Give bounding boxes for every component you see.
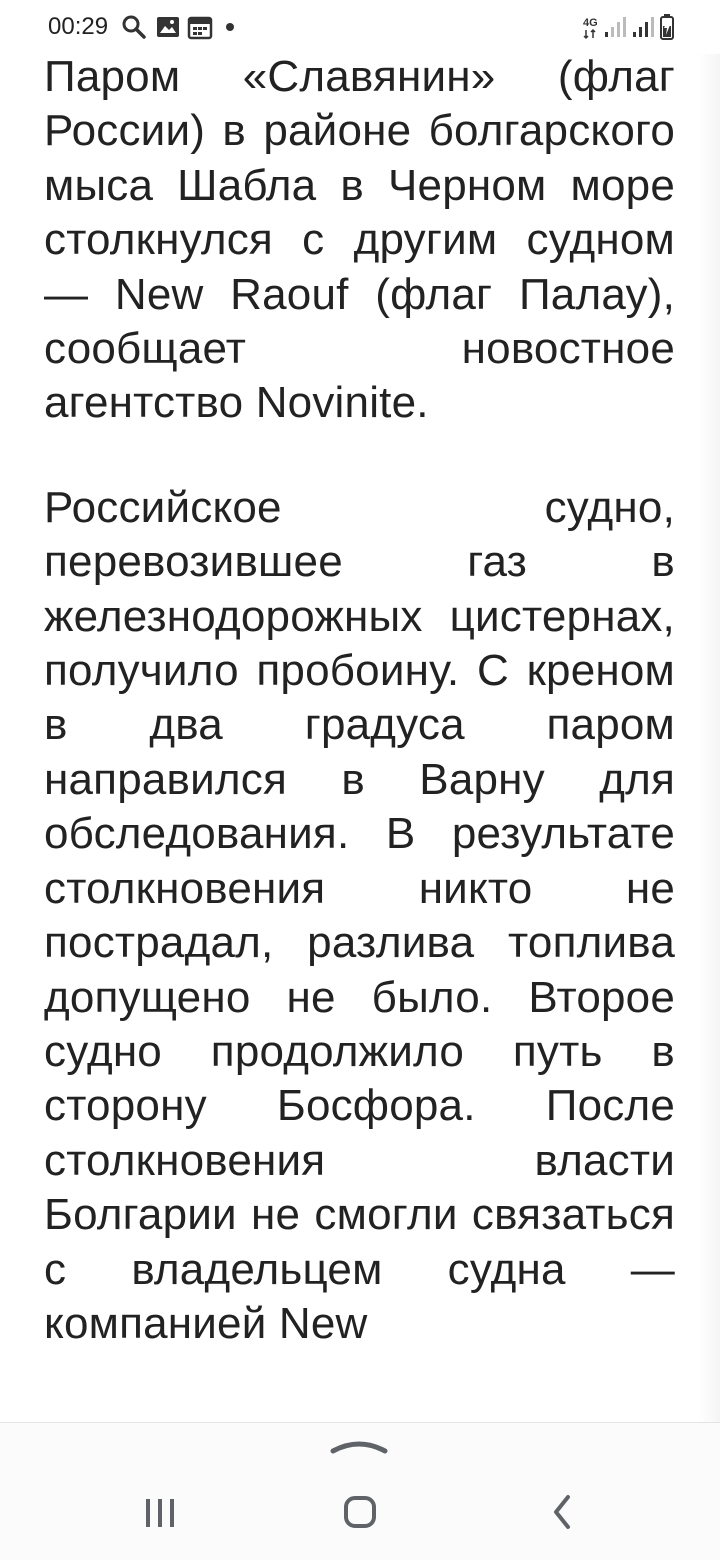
chevron-up-icon[interactable] (330, 1435, 388, 1455)
article-paragraph: Паром «Славянин» (флаг России) в районе болгарского мыса Шабла в Черном море столкнулся с другим судном — New Raouf (флаг Палау), сообщает новостное агентство Novinite. (44, 54, 675, 428)
calendar-icon (187, 14, 213, 40)
4g-lte-icon (582, 16, 602, 40)
signal-icon (604, 16, 628, 38)
back-icon[interactable] (522, 1487, 602, 1537)
image-icon (155, 14, 181, 40)
recent-apps-icon[interactable] (120, 1487, 200, 1537)
status-time: 00:29 (48, 13, 109, 40)
signal-icon (632, 16, 656, 38)
battery-charging-icon (660, 14, 674, 40)
article-paragraph: Российское судно, перевозившее газ в железнодорожных цистернах, получило пробоину. С креном в два градуса паром направился в Варну для обследования. В результате столкновения никто не пострадал, разлива топлива допущено не было. Второе судно продолжило путь в сторону Босфора. После столкновения власти Болгарии не смогли связаться с владельцем судна — компанией New (44, 482, 675, 1348)
home-icon[interactable] (320, 1487, 400, 1537)
article-body[interactable] (0, 54, 720, 1422)
notification-dot-icon (226, 23, 234, 31)
bottom-navigation (0, 1422, 720, 1560)
status-bar (0, 0, 720, 54)
svg-text:4G: 4G (583, 17, 598, 29)
search-icon (121, 14, 147, 40)
